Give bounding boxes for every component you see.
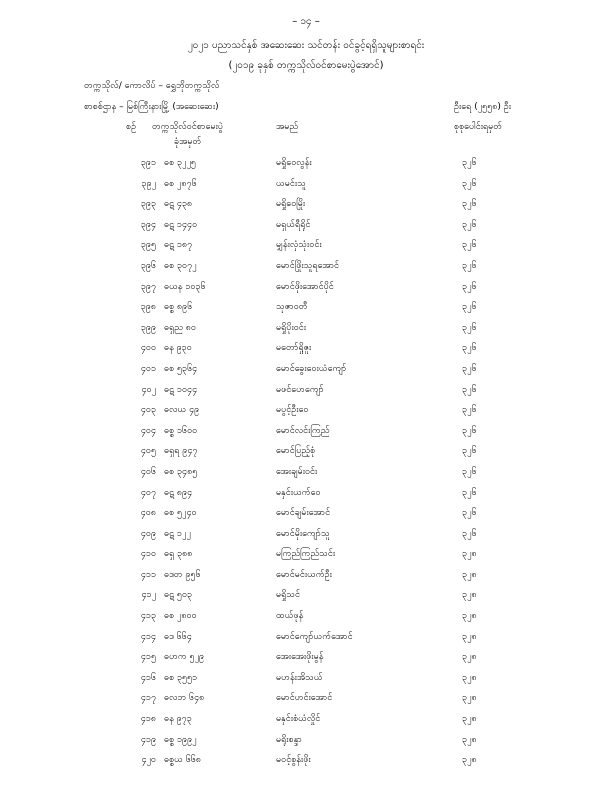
total-marks: ၃၂၆ xyxy=(462,528,477,539)
total-marks: ၃၂၆ xyxy=(462,219,477,230)
student-name: မရှိုဝေမြိုး xyxy=(276,199,306,210)
total-marks: ၃၂၈ xyxy=(462,714,477,725)
student-name: မရှိုဝေလွန်း xyxy=(276,158,312,168)
roll-number: ဓစ ၅၂၄၀ xyxy=(164,508,197,519)
table-row xyxy=(0,301,612,322)
column-header-no: စဉ် xyxy=(126,122,137,132)
table-row xyxy=(0,569,612,590)
row-number: ၃၉၅ xyxy=(140,240,156,251)
table-row xyxy=(0,404,612,425)
roll-number: ဓစ ၅၃၆၄ xyxy=(164,363,198,374)
exam-center-label: စာစစ်ဌာန – မြစ်ကြီးနားမြို့ (အဆေးဆေး) xyxy=(84,102,219,112)
row-number: ၃၉၄ xyxy=(140,219,156,230)
roll-number: ဓဋ ၁၈၇ xyxy=(164,240,193,251)
student-name: မောင်ဟင်းအောင် xyxy=(276,693,333,704)
roll-number: ဓဒတ ၉၅၆ xyxy=(164,569,201,580)
student-name: မဟန်းအိသယ် xyxy=(276,672,323,683)
table-row xyxy=(0,219,612,240)
row-number: ၃၉၇ xyxy=(140,281,156,292)
roll-number: ဓဒ ၆၆၄ xyxy=(164,631,192,642)
student-name: အေးချမ်းဝင်း xyxy=(276,466,318,477)
total-marks: ၃၂၈ xyxy=(462,631,477,642)
total-marks: ၃၂၈ xyxy=(462,693,477,704)
student-name: မောင်ကျော်ယက်အောင် xyxy=(276,631,353,642)
total-marks: ၃၂၆ xyxy=(462,363,477,374)
roll-number: ဓဋ ၁၀၄၄ xyxy=(164,384,198,395)
quota-label: ဦးရေ (၂၅၅၈) ဦး xyxy=(454,102,512,112)
roll-number: ဓစ ၂၈၇၆ xyxy=(164,178,197,189)
row-number: ၃၉၆ xyxy=(140,260,156,271)
total-marks: ၃၂၆ xyxy=(462,446,477,457)
student-name: ယမင်းသူ xyxy=(276,178,306,189)
total-marks: ၃၂၆ xyxy=(462,281,477,292)
total-marks: ၃၂၆ xyxy=(462,322,477,333)
row-number: ၄၁၀ xyxy=(140,549,156,560)
table-row xyxy=(0,713,612,734)
roll-number: ဓစ ၃၂၂၅ xyxy=(164,158,196,168)
student-name: မရှိုသင် xyxy=(276,590,301,601)
total-marks: ၃၂၈ xyxy=(462,569,477,580)
student-name: မတော်ရှိုဇူး xyxy=(276,343,312,354)
student-name: မရှိုပိုးဝင်း xyxy=(276,322,307,333)
total-marks: ၃၂၆ xyxy=(462,343,477,354)
row-number: ၄၁၆ xyxy=(140,672,156,683)
total-marks: ၃၂၆ xyxy=(462,508,477,519)
total-marks: ၃၂၈ xyxy=(462,734,477,745)
table-row xyxy=(0,239,612,260)
student-name: မောင်မိုးကျော်သူ xyxy=(276,528,330,539)
row-number: ၄၁၄ xyxy=(140,631,156,642)
total-marks: ၃၂၆ xyxy=(462,302,477,313)
table-row xyxy=(0,445,612,466)
row-number: ၄၀၈ xyxy=(140,508,156,519)
student-name: မဖင်ဟေကျော် xyxy=(276,384,324,395)
row-number: ၄၀၂ xyxy=(141,384,156,395)
column-header-marks: စုစုပေါင်းရမှတ် xyxy=(454,122,503,132)
table-row xyxy=(0,528,612,549)
row-number: ၃၉၂ xyxy=(141,178,156,189)
total-marks: ၃၂၆ xyxy=(462,384,477,395)
roll-number: ဓလဘ ၆၄၈ xyxy=(164,693,205,704)
student-name: မပွင့်ဦးဝေ xyxy=(276,405,309,416)
table-row xyxy=(0,342,612,363)
student-name: မရိုးစန္ဒာ xyxy=(276,734,303,745)
row-number: ၃၉၉ xyxy=(140,322,156,333)
total-marks: ၃၂၈ xyxy=(462,652,477,663)
row-number: ၄၀၀ xyxy=(140,343,156,354)
university-label: တက္ကသိုလ်/ ကောလိပ် – ရွှေဘိုတက္ကသိုလ် xyxy=(84,81,220,91)
student-name: မောင်ခွေးဝေးယံကျော် xyxy=(276,363,347,374)
roll-number: ဓယန ၁၀၃၆ xyxy=(164,281,206,292)
roll-number: ဓစ ၃၄၈၅ xyxy=(164,466,198,477)
row-number: ၄၁၈ xyxy=(140,714,156,725)
table-row xyxy=(0,631,612,652)
total-marks: ၃၂၆ xyxy=(462,487,477,498)
column-header-roll-sub: ခုံအမှတ် xyxy=(174,137,202,147)
table-row xyxy=(0,651,612,672)
row-number: ၄၂၀ xyxy=(141,755,156,766)
student-name: မောင်ပြည့်စုံ xyxy=(276,446,316,457)
roll-number: ဓန ၉၃၀ xyxy=(164,343,192,354)
total-marks: ၃၂၆ xyxy=(462,240,477,251)
table-row xyxy=(0,281,612,302)
table-row xyxy=(0,589,612,610)
student-name: မရှယ်ရီရိုင် xyxy=(276,219,311,230)
roll-number: ဓရှ ၃၈၈ xyxy=(164,549,193,560)
roll-number: ဓဋ ၁၄၄၀ xyxy=(164,219,198,230)
roll-number: ဓစ ၃၅၅၁ xyxy=(164,672,198,683)
total-marks: ၃၂၈ xyxy=(462,611,477,622)
student-name: မောင်မင်းယက်ဦး xyxy=(276,569,332,580)
table-row xyxy=(0,610,612,631)
roll-number: ဓဟက ၅၂၉ xyxy=(164,652,205,663)
student-name: မျှန်းလှံသုံးဝင်း xyxy=(276,240,322,251)
page-number: – ၁၄ – xyxy=(292,16,320,27)
student-name: အေးအေးဖိုးမွန် xyxy=(276,652,324,663)
table-row xyxy=(0,322,612,343)
row-number: ၄၀၄ xyxy=(140,425,156,436)
roll-number: ဓစ္စယ ၆၆၈ xyxy=(164,755,201,766)
column-header-name: အမည် xyxy=(276,122,299,132)
total-marks: ၃၂၆ xyxy=(462,158,477,168)
table-row xyxy=(0,198,612,219)
row-number: ၄၁၁ xyxy=(140,569,156,580)
roll-number: ဓဋ ၄၃၈ xyxy=(164,199,193,210)
table-row xyxy=(0,548,612,569)
roll-number: ဓလယ ၄၉ xyxy=(164,405,200,416)
document-subtitle: (၂၀၁၉ ခုနှစ် တက္ကသိုလ်ဝင်စာမေးပွဲအောင်) xyxy=(228,60,384,71)
roll-number: ဓဋ ၈၉၄ xyxy=(164,487,193,498)
total-marks: ၃၂၆ xyxy=(462,199,477,210)
roll-number: ဓဋ ၅၀၃ xyxy=(164,590,193,601)
table-row xyxy=(0,466,612,487)
table-row xyxy=(0,425,612,446)
roll-number: ဓစ္စ ၈၉၆ xyxy=(164,302,193,313)
row-number: ၄၀၇ xyxy=(140,487,156,498)
total-marks: ၃၂၆ xyxy=(462,425,477,436)
table-row xyxy=(0,363,612,384)
student-name: မနှင်းယက်ဝေ xyxy=(276,487,321,498)
total-marks: ၃၂၈ xyxy=(462,590,477,601)
student-name: ထယ်ဖုန် xyxy=(276,611,304,622)
row-number: ၃၉၈ xyxy=(140,302,156,313)
roll-number: ဓစ္စ ၁၆၀၀ xyxy=(164,425,198,436)
table-row xyxy=(0,672,612,693)
roll-number: ဓန ၉၇၃ xyxy=(164,714,192,725)
roll-number: ဓရှည ၈၀ xyxy=(164,322,196,333)
table-row xyxy=(0,260,612,281)
student-list xyxy=(0,157,612,775)
total-marks: ၃၂၆ xyxy=(462,260,477,271)
table-row xyxy=(0,507,612,528)
row-number: ၄၁၇ xyxy=(140,693,156,704)
roll-number: ဓရှရ ၉၄၇ xyxy=(164,446,198,457)
student-name: မောင်ချမ်းအောင် xyxy=(276,508,331,519)
roll-number: ဓစ ၂၈၀၀ xyxy=(164,611,197,622)
document-title: ၂၀၂၁ ပညာသင်နှစ် အဆေးဆေး သင်တန်း ဝင်ခွင့်ရရှိသူများစာရင်း xyxy=(187,40,425,51)
row-number: ၄၀၅ xyxy=(140,446,156,457)
total-marks: ၃၂၈ xyxy=(462,549,477,560)
total-marks: ၃၂၆ xyxy=(462,466,477,477)
table-row xyxy=(0,384,612,405)
student-name: မကြည်ကြည်သင်း xyxy=(276,549,336,560)
row-number: ၃၉၁ xyxy=(140,158,156,168)
row-number: ၄၁၅ xyxy=(140,652,156,663)
total-marks: ၃၂၈ xyxy=(462,672,477,683)
total-marks: ၃၂၈ xyxy=(462,755,477,766)
row-number: ၄၁၃ xyxy=(140,611,156,622)
student-name: မနှင်းစံယံလှိုင် xyxy=(276,714,321,725)
row-number: ၄၁၉ xyxy=(140,734,156,745)
table-row xyxy=(0,692,612,713)
row-number: ၄၁၂ xyxy=(141,590,156,601)
column-header-roll: တက္ကသိုလ်ဝင်စာမေးပွဲ xyxy=(152,122,223,132)
row-number: ၄၀၉ xyxy=(140,528,156,539)
roll-number: ဓစ္စ ၁၉၉၂ xyxy=(164,734,197,745)
total-marks: ၃၂၆ xyxy=(462,405,477,416)
table-row xyxy=(0,754,612,775)
row-number: ၄၀၁ xyxy=(140,363,156,374)
student-name: မောင်ဖြိုးသူရအောင် xyxy=(276,260,340,271)
roll-number: ဓဋ ၁၂၂ xyxy=(164,528,191,539)
table-row xyxy=(0,487,612,508)
row-number: ၃၉၃ xyxy=(140,199,156,210)
student-name: မောင်ဖိုးအောင်ပိုင် xyxy=(276,281,334,292)
table-row xyxy=(0,178,612,199)
total-marks: ၃၂၆ xyxy=(462,178,477,189)
student-name: သုဇာဝတီ xyxy=(276,302,308,313)
student-name: မောင်လင်းကြည် xyxy=(276,425,330,436)
row-number: ၄၀၆ xyxy=(140,466,156,477)
table-row xyxy=(0,157,612,178)
row-number: ၄၀၃ xyxy=(140,405,156,416)
roll-number: ဓစ ၃၀၇၂ xyxy=(164,260,197,271)
table-row xyxy=(0,734,612,755)
student-name: မဝင့်စွန်းဖိုး xyxy=(276,755,311,766)
